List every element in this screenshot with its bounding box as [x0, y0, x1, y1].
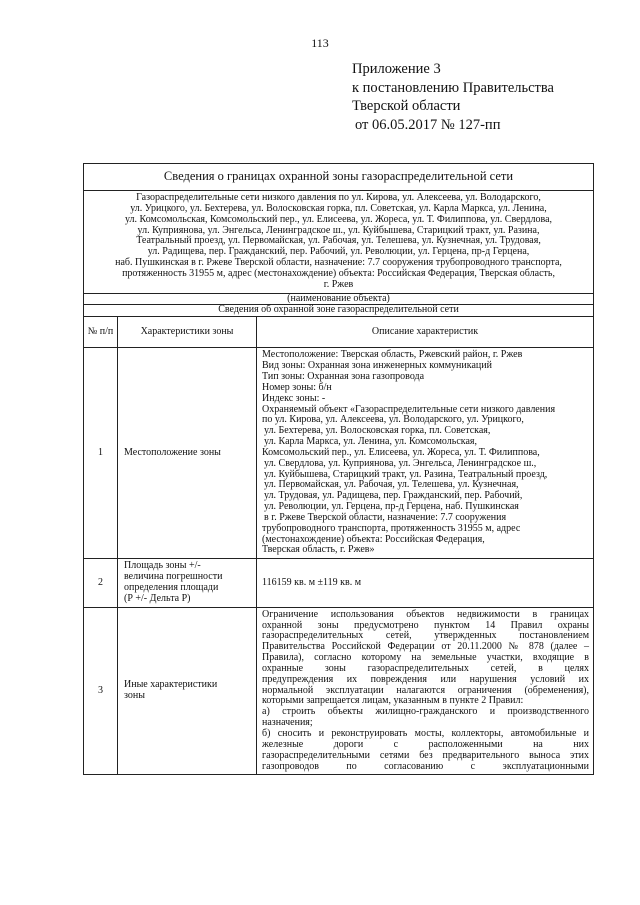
description-line: по ул. Кирова, ул. Алексеева, ул. Володарского, ул. Урицкого, [262, 414, 524, 426]
row-description: 116159 кв. м ±119 кв. м [257, 559, 594, 607]
row-characteristic [118, 607, 257, 775]
row-number: 3 [84, 607, 118, 775]
description-line: ул. Карла Маркса, ул. Ленина, ул. Комсомольская, [264, 436, 477, 448]
description-line: Правительства Российской Федерации от 20.11.2000 № 878 (далее – [262, 641, 590, 653]
description-line: Индекс зоны: - [262, 392, 326, 404]
zone-info-table [83, 163, 594, 775]
description-line: ул. Бехтерева, ул. Волосковская горка, пл. Советская, [264, 425, 491, 437]
object-name [84, 191, 594, 294]
object-name-line: Театральный проезд, ул. Первомайская, ул. Рабочая, ул. Телешева, ул. Кузнечная, ул. Трудовая, [136, 235, 541, 247]
zone-info-header: Сведения об охранной зоне газораспределительной сети [84, 305, 594, 317]
appendix-line: к постановлению Правительства [352, 79, 554, 96]
characteristic-line: (Р +/- Дельта Р) [124, 592, 191, 604]
description-line: газораспределительными сетями без предварительного выноса этих [262, 749, 590, 761]
table-row [84, 348, 594, 559]
description-line: ул. Первомайская, ул. Рабочая, ул. Телешева, ул. Кузнечная, [264, 479, 519, 491]
object-name-line: ул. Урицкого, ул. Бехтерева, ул. Волосковская горка, пл. Советская, ул. Карла Маркса, ул. Ленина, [130, 202, 547, 214]
description-line: назначения; [262, 717, 313, 729]
description-line: железные дороги с расположенными на них [262, 738, 590, 750]
description-line: Номер зоны: б/н [262, 381, 332, 393]
row-number: 1 [84, 348, 118, 559]
object-name-line: протяженность 31955 м, адрес (местонахождение) объекта: Российская Федерация, Тверская область, [122, 267, 555, 279]
description-line: Вид зоны: Охранная зона инженерных коммуникаций [262, 360, 492, 372]
description-line: охранной зоны предусмотрено пунктом 14 Правил охраны [262, 619, 590, 631]
row-characteristic [118, 559, 257, 607]
description-line: нормальной эксплуатации налагаются ограничения (обременения), [262, 684, 590, 696]
row-description [257, 348, 594, 559]
description-line: Тип зоны: Охранная зона газопровода [262, 370, 425, 382]
description-line: которыми запрещается лицам, указанным в пункте 2 Правил: [262, 695, 524, 707]
appendix-line: Приложение 3 [352, 61, 441, 77]
description-line: ул. Куйбышева, Старицкий тракт, ул. Разина, Театральный проезд, [264, 468, 548, 480]
table-row [84, 559, 594, 607]
description-line: ул. Революции, ул. Герцена, пр-д Герцена, наб. Пушкинская [264, 501, 519, 513]
description-line: Тверская область, г. Ржев» [262, 544, 375, 556]
description-line: ул. Свердлова, ул. Куприянова, ул. Энгельса, Ленинградское ш., [264, 457, 537, 469]
description-line: ул. Трудовая, ул. Радищева, пер. Гражданский, пер. Рабочий, [264, 490, 523, 502]
description-line: (местонахождение) объекта: Российская Федерация, [262, 533, 485, 545]
description-line: б) сносить и реконструировать мосты, коллекторы, автомобильные и [262, 727, 590, 739]
description-line: Охраняемый объект «Газораспределительные сети низкого давления [262, 403, 556, 415]
object-name-line: ул. Комсомольская, Комсомольский пер., ул. Елисеева, ул. Жореса, ул. Т. Филиппова, ул. Свердлова, [124, 213, 553, 225]
characteristic-line: Иные характеристики [124, 679, 218, 691]
appendix-line: Тверской области [352, 98, 461, 114]
column-header-characteristic: Характеристики зоны [118, 317, 257, 348]
object-name-line: ул. Радищева, пер. Гражданский, пер. Рабочий, ул. Революции, ул. Герцена, пр-д Герцена, [147, 246, 530, 258]
characteristic-line: определения площади [124, 582, 219, 593]
appendix-heading [352, 60, 622, 134]
object-name-line: ул. Куприянова, ул. Энгельса, Ленинградское ш., ул. Куйбышева, Старицкий тракт, ул. Разина, [137, 224, 540, 236]
description-line: Местоположение: Тверская область, Ржевский район, г. Ржев [262, 349, 523, 361]
row-description [257, 607, 594, 775]
description-line: в г. Ржеве Тверской области, назначение: 7.7 сооружения [264, 511, 507, 523]
description-line: предупреждения их повреждения или нарушения условий их [262, 673, 590, 685]
description-line: Комсомольский пер., ул. Елисеева, ул. Жореса, ул. Т. Филиппова, [262, 446, 540, 458]
description-line: Правила), согласно которому на земельные участки, входящие в [262, 652, 590, 664]
description-line: Ограничение использования объектов недвижимости в границах [262, 608, 590, 620]
column-header-description: Описание характеристик [257, 317, 594, 348]
appendix-line: от 06.05.2017 № 127-пп [355, 116, 501, 133]
object-caption: (наименование объекта) [84, 293, 594, 305]
row-characteristic: Местоположение зоны [118, 348, 257, 559]
description-line: газораспределительных сетей, утвержденных постановлением [262, 630, 590, 642]
characteristic-line: зоны [124, 690, 145, 702]
description-line: а) строить объекты жилищно-гражданского и производственного [262, 706, 590, 718]
characteristic-line: Площадь зоны +/- [124, 560, 201, 572]
object-name-line: наб. Пушкинская в г. Ржеве Тверской области, назначение: 7.7 сооружения трубопроводного транспорта, [115, 257, 562, 269]
table-row [84, 607, 594, 775]
row-number: 2 [84, 559, 118, 607]
table-title: Сведения о границах охранной зоны газораспределительной сети [84, 164, 594, 191]
description-line: газопроводов по согласованию с эксплуатационными [262, 760, 590, 772]
description-line: охранные зоны газораспределительных сетей, в целях [262, 662, 590, 674]
description-line: трубопроводного транспорта, протяженность 31955 м, адрес [262, 522, 521, 534]
object-name-line: г. Ржев [323, 278, 354, 290]
column-header-num: № п/п [84, 317, 118, 348]
object-name-line: Газораспределительные сети низкого давления по ул. Кирова, ул. Алексеева, ул. Володарского, [136, 192, 541, 203]
page-number: 113 [311, 36, 329, 50]
characteristic-line: величина погрешности [124, 571, 223, 583]
